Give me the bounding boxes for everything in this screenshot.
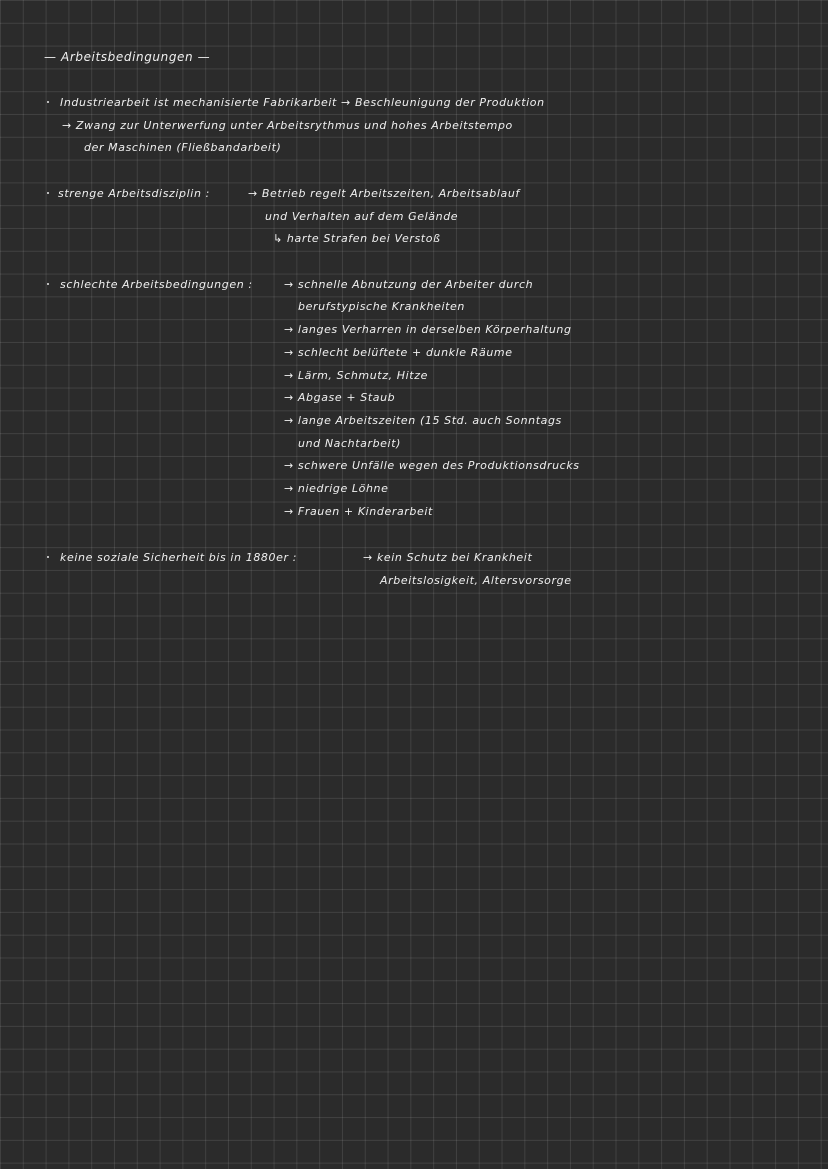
bullet-dot bbox=[47, 101, 49, 103]
section-3-line-4: → schlecht belüftete + dunkle Räume bbox=[284, 346, 513, 359]
section-3-label: schlechte Arbeitsbedingungen : bbox=[60, 278, 253, 291]
section-3-line-11: → Frauen + Kinderarbeit bbox=[284, 505, 433, 518]
bullet-dot bbox=[47, 556, 49, 558]
section-2-line-1: → Betrieb regelt Arbeitszeiten, Arbeitsablauf bbox=[248, 187, 520, 200]
section-3-line-9: → schwere Unfälle wegen des Produktionsdrucks bbox=[284, 459, 580, 472]
page-title: — Arbeitsbedingungen — bbox=[44, 50, 211, 64]
section-3-line-1: → schnelle Abnutzung der Arbeiter durch bbox=[284, 278, 534, 291]
section-1-label: Industriearbeit ist mechanisierte Fabrikarbeit → Beschleunigung der Produktion bbox=[60, 96, 545, 109]
section-4-label: keine soziale Sicherheit bis in 1880er : bbox=[60, 551, 298, 564]
bullet-dot bbox=[47, 192, 49, 194]
section-3-line-3: → langes Verharren in derselben Körperhaltung bbox=[284, 323, 572, 336]
section-2-line-2: und Verhalten auf dem Gelände bbox=[265, 210, 459, 223]
section-1-line-2: der Maschinen (Fließbandarbeit) bbox=[84, 141, 282, 154]
section-3-line-8: und Nachtarbeit) bbox=[298, 437, 401, 450]
section-3-line-7: → lange Arbeitszeiten (15 Std. auch Sonntags bbox=[284, 414, 562, 427]
section-2-line-3: ↳ harte Strafen bei Verstoß bbox=[273, 232, 441, 245]
section-3-line-5: → Lärm, Schmutz, Hitze bbox=[284, 369, 428, 382]
section-3-line-10: → niedrige Löhne bbox=[284, 482, 389, 495]
section-4-line-2: Arbeitslosigkeit, Altersvorsorge bbox=[380, 574, 572, 587]
section-1-line-1: → Zwang zur Unterwerfung unter Arbeitsrythmus und hohes Arbeitstempo bbox=[62, 119, 513, 132]
section-4-line-1: → kein Schutz bei Krankheit bbox=[363, 551, 533, 564]
section-3-line-2: berufstypische Krankheiten bbox=[298, 300, 465, 313]
section-2-label: strenge Arbeitsdisziplin : bbox=[58, 187, 210, 200]
section-3-line-6: → Abgase + Staub bbox=[284, 391, 396, 404]
bullet-dot bbox=[47, 283, 49, 285]
